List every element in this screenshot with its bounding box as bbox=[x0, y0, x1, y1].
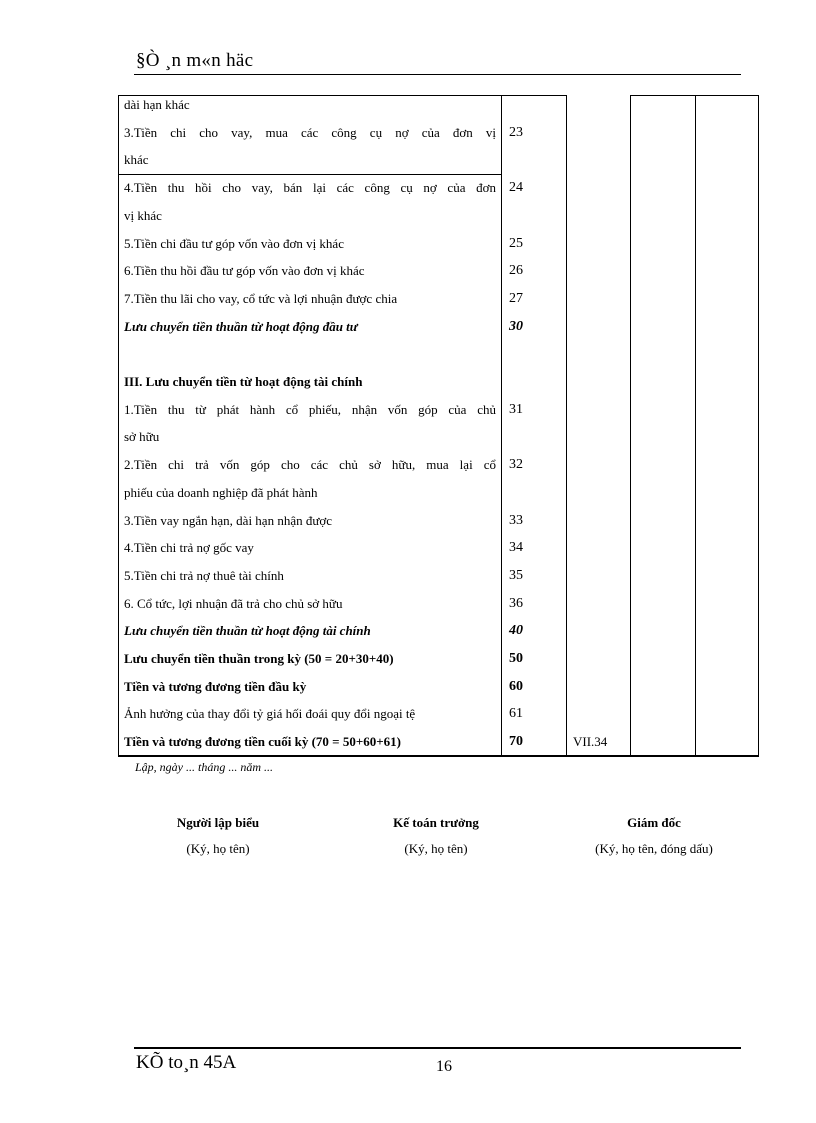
row-code: 24 bbox=[509, 180, 523, 196]
row-description: 3.Tiền chi cho vay, mua các công cụ nợ của đơn vị bbox=[124, 124, 496, 140]
table-row bbox=[118, 119, 758, 147]
row-description: 7.Tiền thu lãi cho vay, cổ tức và lợi nhuận được chia bbox=[124, 290, 398, 306]
row-code: 60 bbox=[509, 678, 523, 694]
row-code: 25 bbox=[509, 235, 523, 251]
row-description: 4.Tiền thu hồi cho vay, bán lại các công cụ nợ của đơn bbox=[124, 180, 496, 196]
table-row bbox=[118, 617, 758, 645]
table-row bbox=[118, 340, 758, 368]
row-description: 5.Tiền chi đầu tư góp vốn vào đơn vị khác bbox=[124, 235, 344, 251]
preparer-title: Người lập biểu bbox=[176, 815, 260, 830]
chief-accountant-title: Kế toán trưởng bbox=[393, 815, 479, 830]
table-row bbox=[118, 534, 758, 562]
table-row bbox=[118, 479, 758, 507]
signature-director bbox=[554, 814, 754, 858]
table-row bbox=[118, 146, 758, 174]
table-row bbox=[118, 174, 758, 202]
row-description: Lưu chuyển tiền thuần trong kỳ (50 = 20+30+40) bbox=[124, 651, 394, 666]
row-code: 33 bbox=[509, 512, 523, 528]
row-description: 3.Tiền vay ngắn hạn, dài hạn nhận được bbox=[124, 512, 333, 528]
row-code: 70 bbox=[509, 734, 523, 750]
table-row bbox=[118, 285, 758, 313]
row-code: 61 bbox=[509, 706, 523, 722]
row-description: vị khác bbox=[124, 207, 162, 223]
row-code: 27 bbox=[509, 290, 523, 306]
table-row bbox=[118, 202, 758, 230]
chief-accountant-sub: (Ký, họ tên) bbox=[404, 841, 468, 856]
table-row bbox=[118, 590, 758, 618]
table-row bbox=[118, 368, 758, 396]
header-rule bbox=[134, 74, 741, 75]
table-row bbox=[118, 645, 758, 673]
place-date-line: Lập, ngày ... tháng ... năm ... bbox=[135, 760, 273, 774]
table-row bbox=[118, 91, 758, 119]
preparer-sub: (Ký, họ tên) bbox=[186, 841, 250, 856]
row-description: 1.Tiền thu từ phát hành cổ phiếu, nhận vốn góp của chủ bbox=[124, 401, 496, 417]
row-description: Ảnh hưởng của thay đổi tỷ giá hối đoái quy đổi ngoại tệ bbox=[124, 706, 416, 722]
row-note: VII.34 bbox=[573, 734, 608, 750]
row-description: Lưu chuyển tiền thuần từ hoạt động đầu tư bbox=[124, 318, 358, 334]
row-description: 6.Tiền thu hồi đầu tư góp vốn vào đơn vị khác bbox=[124, 263, 365, 279]
table-right-border bbox=[758, 95, 759, 756]
row-description: 4.Tiền chi trả nợ gốc vay bbox=[124, 540, 254, 556]
table-row bbox=[118, 451, 758, 479]
director-sub: (Ký, họ tên, đóng dấu) bbox=[595, 841, 713, 856]
row-code: 50 bbox=[509, 651, 523, 666]
row-code: 36 bbox=[509, 595, 523, 611]
row-description: khác bbox=[124, 152, 149, 168]
table-row bbox=[118, 396, 758, 424]
row-description: sở hữu bbox=[124, 429, 160, 445]
table-row bbox=[118, 313, 758, 341]
row-description: phiếu của doanh nghiệp đã phát hành bbox=[124, 484, 318, 500]
signature-chief-accountant bbox=[336, 814, 536, 858]
table-row bbox=[118, 700, 758, 728]
footer-course-label: KÕ to¸n 45A bbox=[136, 1052, 237, 1073]
director-title: Giám đốc bbox=[627, 815, 681, 830]
row-code: 32 bbox=[509, 457, 523, 473]
row-code: 35 bbox=[509, 567, 523, 583]
row-description: Tiền và tương đương tiền đầu kỳ bbox=[124, 678, 307, 694]
footer-rule bbox=[134, 1047, 741, 1049]
row-code: 23 bbox=[509, 124, 523, 140]
row-description: Tiền và tương đương tiền cuối kỳ (70 = 50+60+61) bbox=[124, 734, 401, 750]
row-code: 40 bbox=[509, 623, 523, 639]
page-header-title: §Ò ¸n m«n häc bbox=[136, 50, 254, 71]
table-row bbox=[118, 507, 758, 535]
row-description: 2.Tiền chi trả vốn góp cho các chủ sở hữu, mua lại cổ bbox=[124, 457, 496, 473]
table-row bbox=[118, 257, 758, 285]
table-row bbox=[118, 230, 758, 258]
row-code: 30 bbox=[509, 318, 523, 334]
table-row bbox=[118, 562, 758, 590]
page-number: 16 bbox=[436, 1058, 452, 1075]
table-row bbox=[118, 673, 758, 701]
row-description: dài hạn khác bbox=[124, 97, 190, 112]
row-description: III. Lưu chuyển tiền từ hoạt động tài chính bbox=[124, 374, 363, 389]
row-description: 5.Tiền chi trả nợ thuê tài chính bbox=[124, 567, 284, 583]
table-row bbox=[118, 423, 758, 451]
row-description: 6. Cổ tức, lợi nhuận đã trả cho chủ sở hữu bbox=[124, 595, 343, 611]
signature-preparer bbox=[118, 814, 318, 858]
row-code: 31 bbox=[509, 401, 523, 417]
row-code: 26 bbox=[509, 263, 523, 279]
table-row bbox=[118, 728, 758, 756]
row-code: 34 bbox=[509, 540, 523, 556]
row-description: Lưu chuyển tiền thuần từ hoạt động tài chính bbox=[124, 623, 371, 639]
